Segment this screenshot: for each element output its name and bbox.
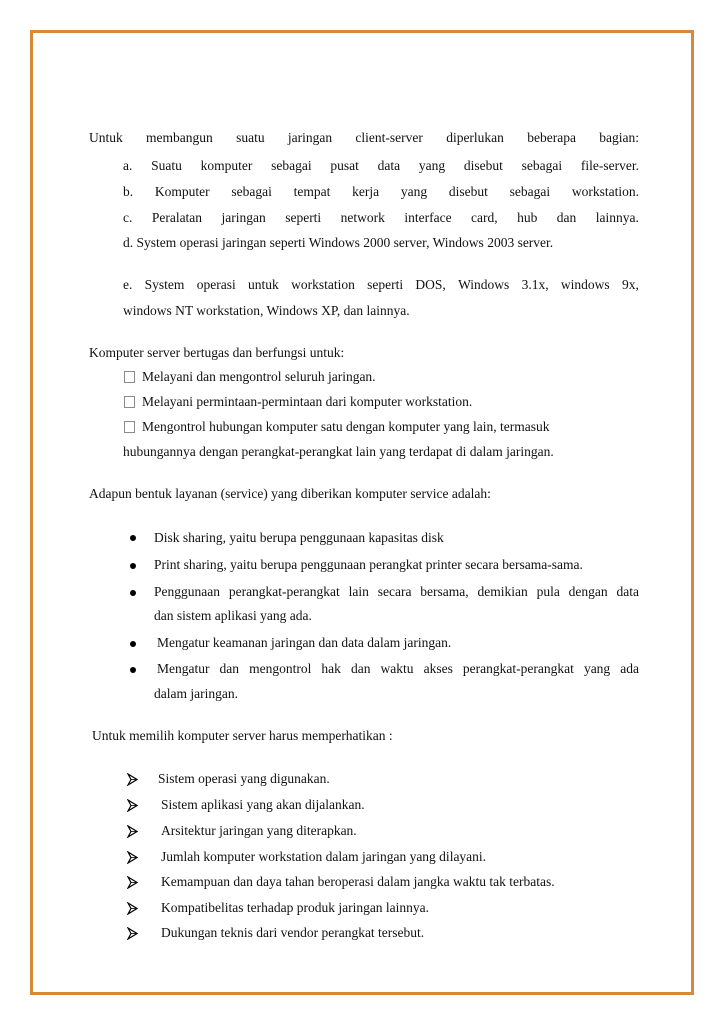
word: Komputer — [154, 184, 210, 199]
word: workstation — [291, 277, 355, 292]
selection-item-1: Sistem operasi yang digunakan. — [158, 771, 330, 786]
arrow-bullet-icon — [127, 825, 138, 838]
word: bagian: — [599, 130, 639, 145]
word: Peralatan — [151, 210, 203, 225]
word: jaringan — [221, 210, 266, 225]
selection-heading: Untuk memilih komputer server harus memperhatikan : — [92, 728, 393, 743]
word: Penggunaan — [154, 584, 220, 599]
missing-glyph-bullet-icon — [124, 421, 135, 433]
word: 9x, — [621, 277, 639, 292]
word: Windows — [458, 277, 510, 292]
word: c. — [123, 210, 133, 225]
arrow-bullet-icon — [127, 927, 138, 940]
service-item-4: Mengatur keamanan jaringan dan data dalam jaringan. — [157, 635, 452, 650]
arrow-bullet-icon — [127, 799, 138, 812]
selection-item-3: Arsitektur jaringan yang diterapkan. — [161, 823, 357, 838]
bullet-dot-icon — [130, 641, 136, 647]
word: data — [377, 158, 401, 173]
word: card, — [471, 210, 498, 225]
word: workstation. — [571, 184, 639, 199]
word: yang — [418, 158, 446, 173]
part-a — [123, 158, 639, 174]
word: jaringan — [287, 130, 333, 145]
word: interface — [404, 210, 452, 225]
word: perangkat-perangkat — [462, 661, 574, 676]
part-e-line2: windows NT workstation, Windows XP, dan lainnya. — [123, 303, 410, 318]
word: sebagai — [271, 158, 312, 173]
service-item-5-line2: dalam jaringan. — [154, 686, 238, 701]
arrow-bullet-icon — [127, 876, 138, 889]
bullet-dot-icon — [130, 563, 136, 569]
word: suatu — [236, 130, 265, 145]
word: Suatu — [151, 158, 182, 173]
word: hak — [321, 661, 341, 676]
word: yang — [400, 184, 428, 199]
word: dan — [350, 661, 371, 676]
part-c — [123, 210, 639, 226]
word: Mengatur — [157, 661, 210, 676]
server-duty-continuation: hubungannya dengan perangkat-perangkat lain yang terdapat di dalam jaringan. — [123, 444, 554, 459]
word: disebut — [463, 158, 503, 173]
word: perangkat-perangkat — [228, 584, 340, 599]
word: hub — [517, 210, 538, 225]
word: diperlukan — [446, 130, 504, 145]
server-duty-item-1: Melayani dan mengontrol seluruh jaringan. — [142, 369, 376, 384]
word: Untuk — [89, 130, 123, 145]
word: seperti — [285, 210, 322, 225]
bullet-dot-icon — [130, 590, 136, 596]
word: System — [144, 277, 185, 292]
selection-item-2: Sistem aplikasi yang akan dijalankan. — [161, 797, 365, 812]
word: akses — [423, 661, 453, 676]
word: komputer — [200, 158, 253, 173]
word: 3.1x, — [521, 277, 549, 292]
word: lainnya. — [595, 210, 639, 225]
service-item-2: Print sharing, yaitu berupa penggunaan perangkat printer secara bersama-sama. — [154, 557, 583, 572]
part-e-line1 — [123, 277, 639, 293]
word: client-server — [355, 130, 423, 145]
selection-item-5: Kemampuan dan daya tahan beroperasi dalam jangka waktu tak terbatas. — [161, 874, 555, 889]
server-duty-heading: Komputer server bertugas dan berfungsi untuk: — [89, 345, 345, 360]
service-item-3-line2: dan sistem aplikasi yang ada. — [154, 608, 312, 623]
word: a. — [123, 158, 133, 173]
word: secara — [377, 584, 412, 599]
word: pusat — [330, 158, 359, 173]
arrow-bullet-icon — [127, 851, 138, 864]
arrow-bullet-icon — [127, 773, 138, 786]
word: untuk — [248, 277, 279, 292]
intro-line — [89, 130, 639, 146]
part-b — [123, 184, 639, 200]
word: network — [340, 210, 385, 225]
word: lain — [348, 584, 369, 599]
word: ada — [620, 661, 639, 676]
word: mengontrol — [249, 661, 312, 676]
word: yang — [583, 661, 611, 676]
bullet-dot-icon — [130, 667, 136, 673]
word: seperti — [367, 277, 404, 292]
word: dan — [556, 210, 577, 225]
server-duty-item-3: Mengontrol hubungan komputer satu dengan komputer yang lain, termasuk — [142, 419, 550, 434]
service-item-5-line1 — [157, 661, 639, 677]
word: sebagai — [231, 184, 272, 199]
services-heading: Adapun bentuk layanan (service) yang diberikan komputer service adalah: — [89, 486, 491, 501]
word: file-server. — [580, 158, 639, 173]
word: data — [616, 584, 639, 599]
word: e. — [123, 277, 133, 292]
word: operasi — [196, 277, 236, 292]
service-item-1: Disk sharing, yaitu berupa penggunaan kapasitas disk — [154, 530, 444, 545]
selection-item-4: Jumlah komputer workstation dalam jaringan yang dilayani. — [161, 849, 487, 864]
word: disebut — [448, 184, 488, 199]
word: sebagai — [509, 184, 551, 199]
word: windows — [560, 277, 610, 292]
missing-glyph-bullet-icon — [124, 396, 135, 408]
word: pula — [536, 584, 560, 599]
word: dan — [219, 661, 240, 676]
word: bersama, — [420, 584, 469, 599]
selection-item-6: Kompatibelitas terhadap produk jaringan lainnya. — [161, 900, 430, 915]
word: DOS, — [415, 277, 446, 292]
arrow-bullet-icon — [127, 902, 138, 915]
word: membangun — [146, 130, 213, 145]
selection-item-7: Dukungan teknis dari vendor perangkat tersebut. — [161, 925, 425, 940]
word: waktu — [380, 661, 414, 676]
word: demikian — [477, 584, 528, 599]
word: dengan — [568, 584, 608, 599]
service-item-3-line1 — [154, 584, 639, 600]
bullet-dot-icon — [130, 535, 136, 541]
word: tempat — [293, 184, 331, 199]
server-duty-item-2: Melayani permintaan-permintaan dari komputer workstation. — [142, 394, 473, 409]
word: b. — [123, 184, 134, 199]
word: kerja — [352, 184, 380, 199]
word: beberapa — [527, 130, 576, 145]
part-d: d. System operasi jaringan seperti Windows 2000 server, Windows 2003 server. — [123, 235, 554, 250]
word: sebagai — [521, 158, 563, 173]
missing-glyph-bullet-icon — [124, 371, 135, 383]
